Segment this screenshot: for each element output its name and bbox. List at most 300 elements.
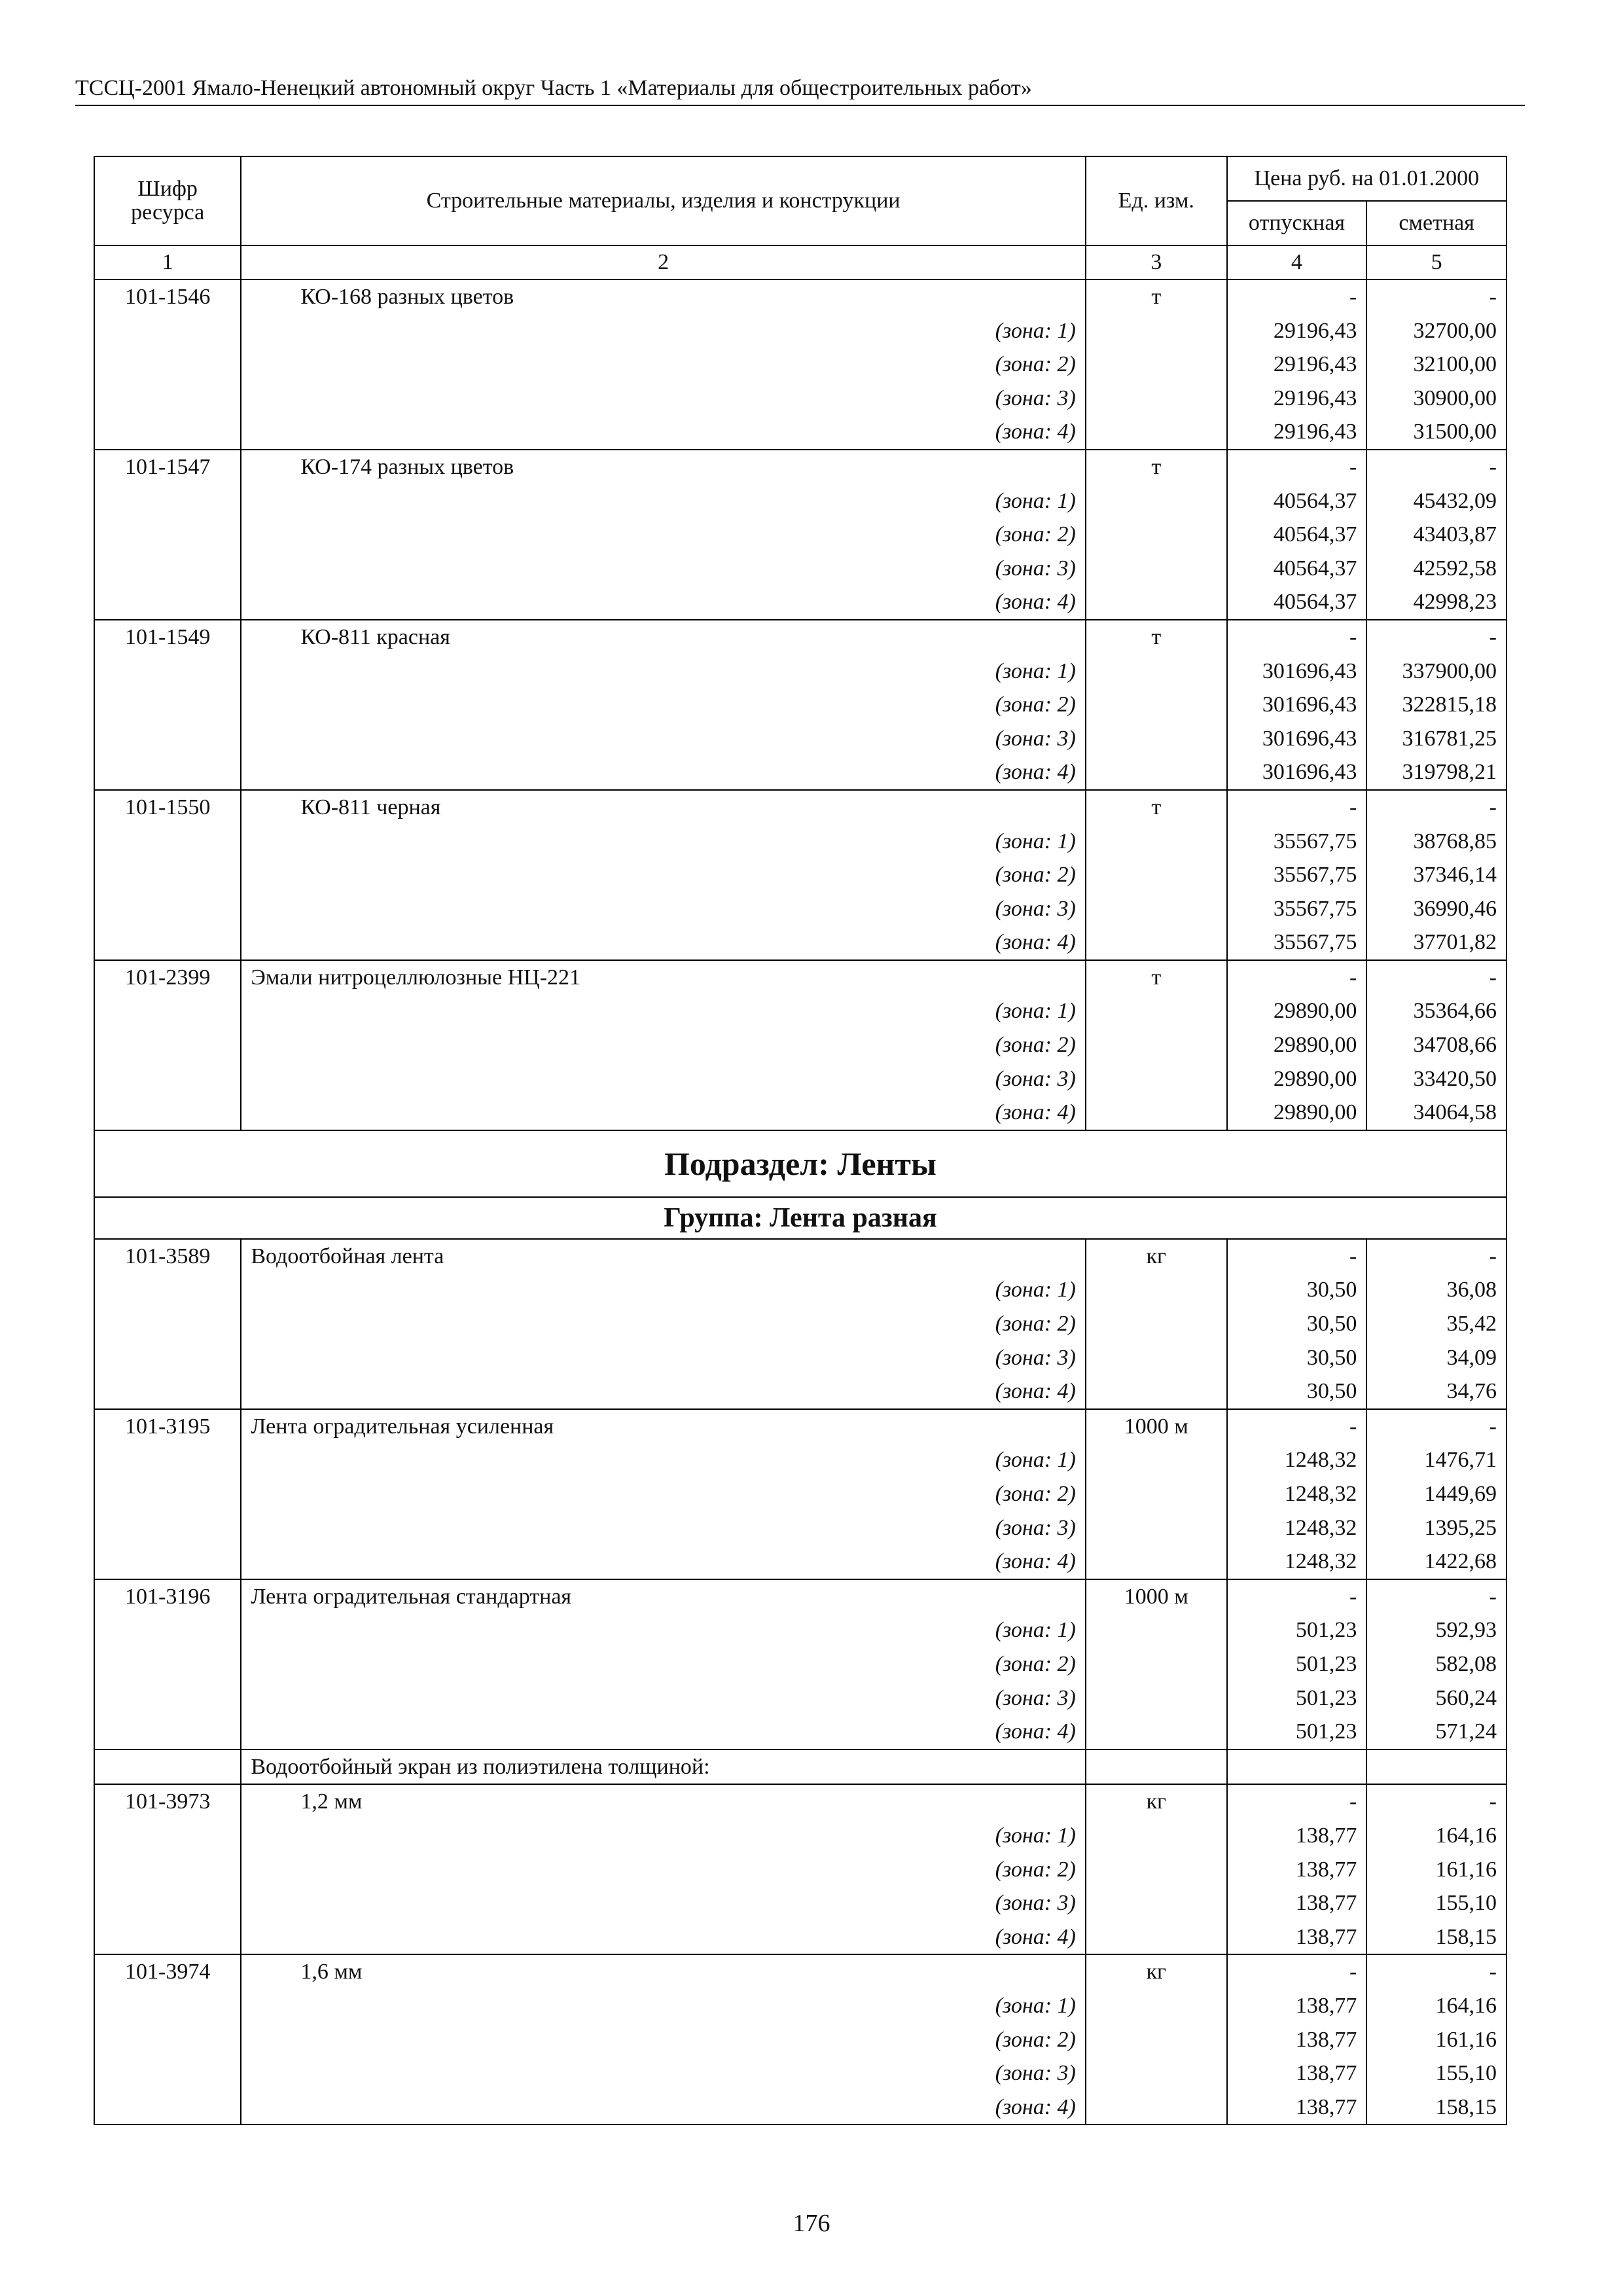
estimate-price: 571,24 — [1366, 1715, 1507, 1749]
code-cell — [94, 1511, 241, 1545]
unit: кг — [1086, 1954, 1227, 1989]
estimate-price: 32100,00 — [1366, 348, 1507, 382]
estimate-price: - — [1366, 620, 1507, 655]
zone-label: (зона: 4) — [241, 925, 1086, 960]
estimate-price: 161,16 — [1366, 1853, 1507, 1887]
zone-row — [94, 858, 1507, 892]
estimate-price: 1476,71 — [1366, 1443, 1507, 1477]
code-cell — [94, 1989, 241, 2023]
zone-label: (зона: 4) — [241, 755, 1086, 790]
resource-code: 101-3195 — [94, 1409, 241, 1444]
zone-label: (зона: 2) — [241, 1853, 1086, 1887]
code-cell — [94, 484, 241, 518]
table-body-paints — [94, 279, 1507, 1130]
release-price: 138,77 — [1227, 1853, 1367, 1887]
header-name: Строительные материалы, изделия и конструкции — [241, 156, 1086, 245]
code-cell — [94, 314, 241, 348]
unit: т — [1086, 960, 1227, 995]
release-price: 29196,43 — [1227, 348, 1367, 382]
material-row — [94, 1409, 1507, 1444]
code-cell — [94, 925, 241, 960]
zone-row — [94, 382, 1507, 416]
estimate-price: 45432,09 — [1366, 484, 1507, 518]
release-price: 138,77 — [1227, 2056, 1367, 2090]
zone-row — [94, 1681, 1507, 1715]
zone-label: (зона: 3) — [241, 1886, 1086, 1920]
unit-cell — [1086, 415, 1227, 450]
column-number: 3 — [1086, 245, 1227, 279]
zone-row — [94, 1819, 1507, 1853]
release-price: 35567,75 — [1227, 925, 1367, 960]
zone-label: (зона: 1) — [241, 314, 1086, 348]
release-price: 301696,43 — [1227, 655, 1367, 689]
code-cell — [94, 2023, 241, 2057]
unit-cell — [1086, 585, 1227, 620]
code-cell — [94, 1374, 241, 1409]
unit-cell — [1086, 722, 1227, 756]
unit-cell — [1086, 1443, 1227, 1477]
zone-row — [94, 415, 1507, 450]
release-price: 138,77 — [1227, 2023, 1367, 2057]
zone-label: (зона: 2) — [241, 1477, 1086, 1511]
release-price: - — [1227, 1579, 1367, 1614]
header-code: Шифр ресурса — [94, 156, 241, 245]
material-row — [94, 279, 1507, 314]
code-cell — [94, 415, 241, 450]
zone-label: (зона: 3) — [241, 1681, 1086, 1715]
zone-label: (зона: 4) — [241, 1374, 1086, 1409]
estimate-price: 1422,68 — [1366, 1545, 1507, 1579]
zone-label: (зона: 2) — [241, 688, 1086, 722]
material-name: Лента оградительная усиленная — [241, 1409, 1086, 1444]
code-cell — [94, 1613, 241, 1647]
material-row — [94, 960, 1507, 995]
estimate-price: 35,42 — [1366, 1307, 1507, 1341]
zone-label: (зона: 1) — [241, 1989, 1086, 2023]
zone-row — [94, 655, 1507, 689]
release-price: 29890,00 — [1227, 994, 1367, 1028]
unit-cell — [1086, 1341, 1227, 1375]
release-price: - — [1227, 1784, 1367, 1819]
estimate-price: - — [1366, 450, 1507, 484]
zone-row — [94, 1096, 1507, 1130]
estimate-price: 42998,23 — [1366, 585, 1507, 620]
estimate-price: - — [1366, 1239, 1507, 1274]
resource-code: 101-3589 — [94, 1239, 241, 1274]
unit-cell — [1086, 688, 1227, 722]
zone-label: (зона: 2) — [241, 1307, 1086, 1341]
unit-cell — [1086, 1028, 1227, 1062]
estimate-price: 316781,25 — [1366, 722, 1507, 756]
column-number-row — [94, 245, 1507, 279]
header-unit: Ед. изм. — [1086, 156, 1227, 245]
note-release-cell — [1227, 1749, 1367, 1785]
material-row — [94, 1239, 1507, 1274]
estimate-price: 34708,66 — [1366, 1028, 1507, 1062]
page-header: ТССЦ-2001 Ямало-Ненецкий автономный округ Часть 1 «Материалы для общестроительных работ» — [75, 73, 1525, 106]
material-name: Водоотбойная лента — [241, 1239, 1086, 1274]
zone-label: (зона: 1) — [241, 1819, 1086, 1853]
unit-cell — [1086, 1511, 1227, 1545]
release-price: 138,77 — [1227, 1920, 1367, 1955]
estimate-price: 337900,00 — [1366, 655, 1507, 689]
zone-row — [94, 1374, 1507, 1409]
code-cell — [94, 2090, 241, 2125]
zone-label: (зона: 2) — [241, 518, 1086, 552]
zone-label: (зона: 3) — [241, 892, 1086, 926]
estimate-price: - — [1366, 960, 1507, 995]
zone-row — [94, 585, 1507, 620]
section-row — [94, 1130, 1507, 1197]
section-block — [94, 1130, 1507, 1239]
release-price: 1248,32 — [1227, 1511, 1367, 1545]
zone-label: (зона: 1) — [241, 825, 1086, 859]
section-title: Подраздел: Ленты — [94, 1130, 1507, 1197]
zone-row — [94, 518, 1507, 552]
unit-cell — [1086, 2023, 1227, 2057]
release-price: 138,77 — [1227, 1989, 1367, 2023]
code-cell — [94, 518, 241, 552]
unit-cell — [1086, 994, 1227, 1028]
estimate-price: 322815,18 — [1366, 688, 1507, 722]
release-price: 35567,75 — [1227, 892, 1367, 926]
zone-row — [94, 1715, 1507, 1749]
release-price: 29890,00 — [1227, 1062, 1367, 1096]
table-body-screens — [94, 1784, 1507, 2125]
zone-label: (зона: 2) — [241, 2023, 1086, 2057]
zone-label: (зона: 3) — [241, 382, 1086, 416]
release-price: - — [1227, 1239, 1367, 1274]
zone-row — [94, 1062, 1507, 1096]
material-row — [94, 620, 1507, 655]
release-price: 1248,32 — [1227, 1545, 1367, 1579]
material-row — [94, 450, 1507, 484]
release-price: - — [1227, 620, 1367, 655]
zone-label: (зона: 4) — [241, 2090, 1086, 2125]
note-estimate-cell — [1366, 1749, 1507, 1785]
estimate-price: 582,08 — [1366, 1647, 1507, 1681]
zone-label: (зона: 2) — [241, 1028, 1086, 1062]
release-price: 301696,43 — [1227, 688, 1367, 722]
release-price: 29196,43 — [1227, 415, 1367, 450]
unit-cell — [1086, 382, 1227, 416]
unit-cell — [1086, 1886, 1227, 1920]
code-cell — [94, 585, 241, 620]
header-price-group: Цена руб. на 01.01.2000 — [1227, 156, 1507, 201]
release-price: 30,50 — [1227, 1374, 1367, 1409]
unit-cell — [1086, 1853, 1227, 1887]
header-release: отпускная — [1227, 201, 1367, 245]
zone-label: (зона: 1) — [241, 484, 1086, 518]
release-price: 301696,43 — [1227, 722, 1367, 756]
unit-cell — [1086, 858, 1227, 892]
unit: 1000 м — [1086, 1579, 1227, 1614]
zone-label: (зона: 4) — [241, 585, 1086, 620]
zone-label: (зона: 1) — [241, 1443, 1086, 1477]
zone-row — [94, 722, 1507, 756]
zone-row — [94, 1341, 1507, 1375]
material-row — [94, 1579, 1507, 1614]
zone-row — [94, 314, 1507, 348]
zone-row — [94, 1511, 1507, 1545]
estimate-price: 37346,14 — [1366, 858, 1507, 892]
zone-row — [94, 755, 1507, 790]
estimate-price: 155,10 — [1366, 2056, 1507, 2090]
zone-label: (зона: 3) — [241, 722, 1086, 756]
code-cell — [94, 382, 241, 416]
estimate-price: 36990,46 — [1366, 892, 1507, 926]
release-price: - — [1227, 279, 1367, 314]
release-price: 1248,32 — [1227, 1477, 1367, 1511]
zone-label: (зона: 4) — [241, 1545, 1086, 1579]
unit-cell — [1086, 655, 1227, 689]
zone-label: (зона: 2) — [241, 858, 1086, 892]
release-price: 30,50 — [1227, 1273, 1367, 1307]
zone-label: (зона: 2) — [241, 1647, 1086, 1681]
estimate-price: - — [1366, 1954, 1507, 1989]
code-cell — [94, 1886, 241, 1920]
unit-cell — [1086, 1681, 1227, 1715]
code-cell — [94, 1028, 241, 1062]
code-cell — [94, 1819, 241, 1853]
resource-code: 101-1549 — [94, 620, 241, 655]
release-price: 35567,75 — [1227, 858, 1367, 892]
estimate-price: 592,93 — [1366, 1613, 1507, 1647]
code-cell — [94, 1341, 241, 1375]
unit-cell — [1086, 1647, 1227, 1681]
release-price: 35567,75 — [1227, 825, 1367, 859]
material-name: КО-811 черная — [241, 790, 1086, 825]
zone-label: (зона: 4) — [241, 415, 1086, 450]
material-name: Лента оградительная стандартная — [241, 1579, 1086, 1614]
zone-label: (зона: 3) — [241, 1341, 1086, 1375]
estimate-price: 164,16 — [1366, 1989, 1507, 2023]
zone-row — [94, 1647, 1507, 1681]
unit-cell — [1086, 892, 1227, 926]
release-price: 138,77 — [1227, 2090, 1367, 2125]
estimate-price: - — [1366, 790, 1507, 825]
estimate-price: 158,15 — [1366, 2090, 1507, 2125]
material-name: КО-168 разных цветов — [241, 279, 1086, 314]
resource-code: 101-3196 — [94, 1579, 241, 1614]
page-number: 176 — [793, 2210, 830, 2237]
release-price: - — [1227, 1409, 1367, 1444]
estimate-price: 34,76 — [1366, 1374, 1507, 1409]
zone-row — [94, 1477, 1507, 1511]
price-table — [94, 156, 1507, 2125]
estimate-price: 34,09 — [1366, 1341, 1507, 1375]
column-number: 1 — [94, 245, 241, 279]
unit-cell — [1086, 2090, 1227, 2125]
unit-cell — [1086, 1920, 1227, 1955]
zone-row — [94, 1613, 1507, 1647]
release-price: 40564,37 — [1227, 518, 1367, 552]
zone-row — [94, 1989, 1507, 2023]
unit-cell — [1086, 1613, 1227, 1647]
release-price: 501,23 — [1227, 1613, 1367, 1647]
material-name: КО-174 разных цветов — [241, 450, 1086, 484]
unit: т — [1086, 620, 1227, 655]
zone-row — [94, 1307, 1507, 1341]
material-name: 1,2 мм — [241, 1784, 1086, 1819]
estimate-price: 30900,00 — [1366, 382, 1507, 416]
estimate-price: 1449,69 — [1366, 1477, 1507, 1511]
unit: т — [1086, 790, 1227, 825]
unit-cell — [1086, 1819, 1227, 1853]
release-price: 30,50 — [1227, 1341, 1367, 1375]
column-number: 2 — [241, 245, 1086, 279]
unit-cell — [1086, 1989, 1227, 2023]
note-block — [94, 1749, 1507, 1785]
unit-cell — [1086, 348, 1227, 382]
release-price: - — [1227, 450, 1367, 484]
resource-code: 101-1550 — [94, 790, 241, 825]
zone-label: (зона: 2) — [241, 348, 1086, 382]
unit-cell — [1086, 1715, 1227, 1749]
unit-cell — [1086, 552, 1227, 586]
unit: 1000 м — [1086, 1409, 1227, 1444]
estimate-price: - — [1366, 1579, 1507, 1614]
zone-label: (зона: 3) — [241, 1511, 1086, 1545]
code-cell — [94, 1853, 241, 1887]
note-code-cell — [94, 1749, 241, 1785]
code-cell — [94, 1062, 241, 1096]
zone-label: (зона: 4) — [241, 1096, 1086, 1130]
code-cell — [94, 722, 241, 756]
material-row — [94, 1784, 1507, 1819]
zone-label: (зона: 4) — [241, 1920, 1086, 1955]
note-unit-cell — [1086, 1749, 1227, 1785]
group-row — [94, 1197, 1507, 1239]
release-price: - — [1227, 960, 1367, 995]
code-cell — [94, 1681, 241, 1715]
zone-row — [94, 1853, 1507, 1887]
zone-row — [94, 2090, 1507, 2125]
unit-cell — [1086, 2056, 1227, 2090]
resource-code: 101-3973 — [94, 1784, 241, 1819]
code-cell — [94, 655, 241, 689]
estimate-price: 34064,58 — [1366, 1096, 1507, 1130]
material-row — [94, 1954, 1507, 1989]
note-text: Водоотбойный экран из полиэтилена толщиной: — [241, 1749, 1086, 1785]
material-name: КО-811 красная — [241, 620, 1086, 655]
resource-code: 101-1546 — [94, 279, 241, 314]
zone-label: (зона: 3) — [241, 1062, 1086, 1096]
code-cell — [94, 1096, 241, 1130]
release-price: 29196,43 — [1227, 382, 1367, 416]
table-header — [94, 156, 1507, 279]
code-cell — [94, 688, 241, 722]
estimate-price: 37701,82 — [1366, 925, 1507, 960]
unit: кг — [1086, 1784, 1227, 1819]
estimate-price: 161,16 — [1366, 2023, 1507, 2057]
zone-row — [94, 925, 1507, 960]
estimate-price: 35364,66 — [1366, 994, 1507, 1028]
unit: кг — [1086, 1239, 1227, 1274]
zone-row — [94, 688, 1507, 722]
zone-label: (зона: 1) — [241, 1273, 1086, 1307]
unit-cell — [1086, 1477, 1227, 1511]
release-price: 40564,37 — [1227, 552, 1367, 586]
zone-row — [94, 552, 1507, 586]
release-price: 501,23 — [1227, 1715, 1367, 1749]
zone-row — [94, 484, 1507, 518]
unit-cell — [1086, 825, 1227, 859]
estimate-price: 560,24 — [1366, 1681, 1507, 1715]
release-price: 1248,32 — [1227, 1443, 1367, 1477]
material-name: 1,6 мм — [241, 1954, 1086, 1989]
resource-code: 101-3974 — [94, 1954, 241, 1989]
code-cell — [94, 858, 241, 892]
estimate-price: 319798,21 — [1366, 755, 1507, 790]
header-estimate: сметная — [1366, 201, 1507, 245]
resource-code: 101-2399 — [94, 960, 241, 995]
unit-cell — [1086, 1374, 1227, 1409]
code-cell — [94, 825, 241, 859]
unit-cell — [1086, 1273, 1227, 1307]
zone-row — [94, 2056, 1507, 2090]
estimate-price: 36,08 — [1366, 1273, 1507, 1307]
zone-row — [94, 1443, 1507, 1477]
code-cell — [94, 1477, 241, 1511]
estimate-price: - — [1366, 1409, 1507, 1444]
unit: т — [1086, 279, 1227, 314]
unit-cell — [1086, 518, 1227, 552]
estimate-price: - — [1366, 1784, 1507, 1819]
release-price: 301696,43 — [1227, 755, 1367, 790]
code-cell — [94, 1920, 241, 1955]
zone-row — [94, 2023, 1507, 2057]
zone-row — [94, 1273, 1507, 1307]
estimate-price: 31500,00 — [1366, 415, 1507, 450]
zone-label: (зона: 3) — [241, 2056, 1086, 2090]
zone-row — [94, 1920, 1507, 1955]
unit-cell — [1086, 1545, 1227, 1579]
unit-cell — [1086, 1062, 1227, 1096]
zone-label: (зона: 3) — [241, 552, 1086, 586]
unit-cell — [1086, 925, 1227, 960]
release-price: 29196,43 — [1227, 314, 1367, 348]
material-name: Эмали нитроцеллюлозные НЦ-221 — [241, 960, 1086, 995]
zone-row — [94, 348, 1507, 382]
zone-row — [94, 1028, 1507, 1062]
code-cell — [94, 1307, 241, 1341]
release-price: - — [1227, 1954, 1367, 1989]
estimate-price: - — [1366, 279, 1507, 314]
unit-cell — [1086, 484, 1227, 518]
zone-label: (зона: 1) — [241, 655, 1086, 689]
unit-cell — [1086, 314, 1227, 348]
unit-cell — [1086, 1307, 1227, 1341]
code-cell — [94, 994, 241, 1028]
code-cell — [94, 1545, 241, 1579]
zone-row — [94, 825, 1507, 859]
estimate-price: 43403,87 — [1366, 518, 1507, 552]
estimate-price: 155,10 — [1366, 1886, 1507, 1920]
code-cell — [94, 1647, 241, 1681]
estimate-price: 32700,00 — [1366, 314, 1507, 348]
zone-label: (зона: 1) — [241, 994, 1086, 1028]
release-price: 29890,00 — [1227, 1028, 1367, 1062]
estimate-price: 158,15 — [1366, 1920, 1507, 1955]
release-price: 29890,00 — [1227, 1096, 1367, 1130]
zone-row — [94, 1886, 1507, 1920]
unit-cell — [1086, 755, 1227, 790]
code-cell — [94, 552, 241, 586]
release-price: 501,23 — [1227, 1681, 1367, 1715]
release-price: 138,77 — [1227, 1886, 1367, 1920]
estimate-price: 42592,58 — [1366, 552, 1507, 586]
